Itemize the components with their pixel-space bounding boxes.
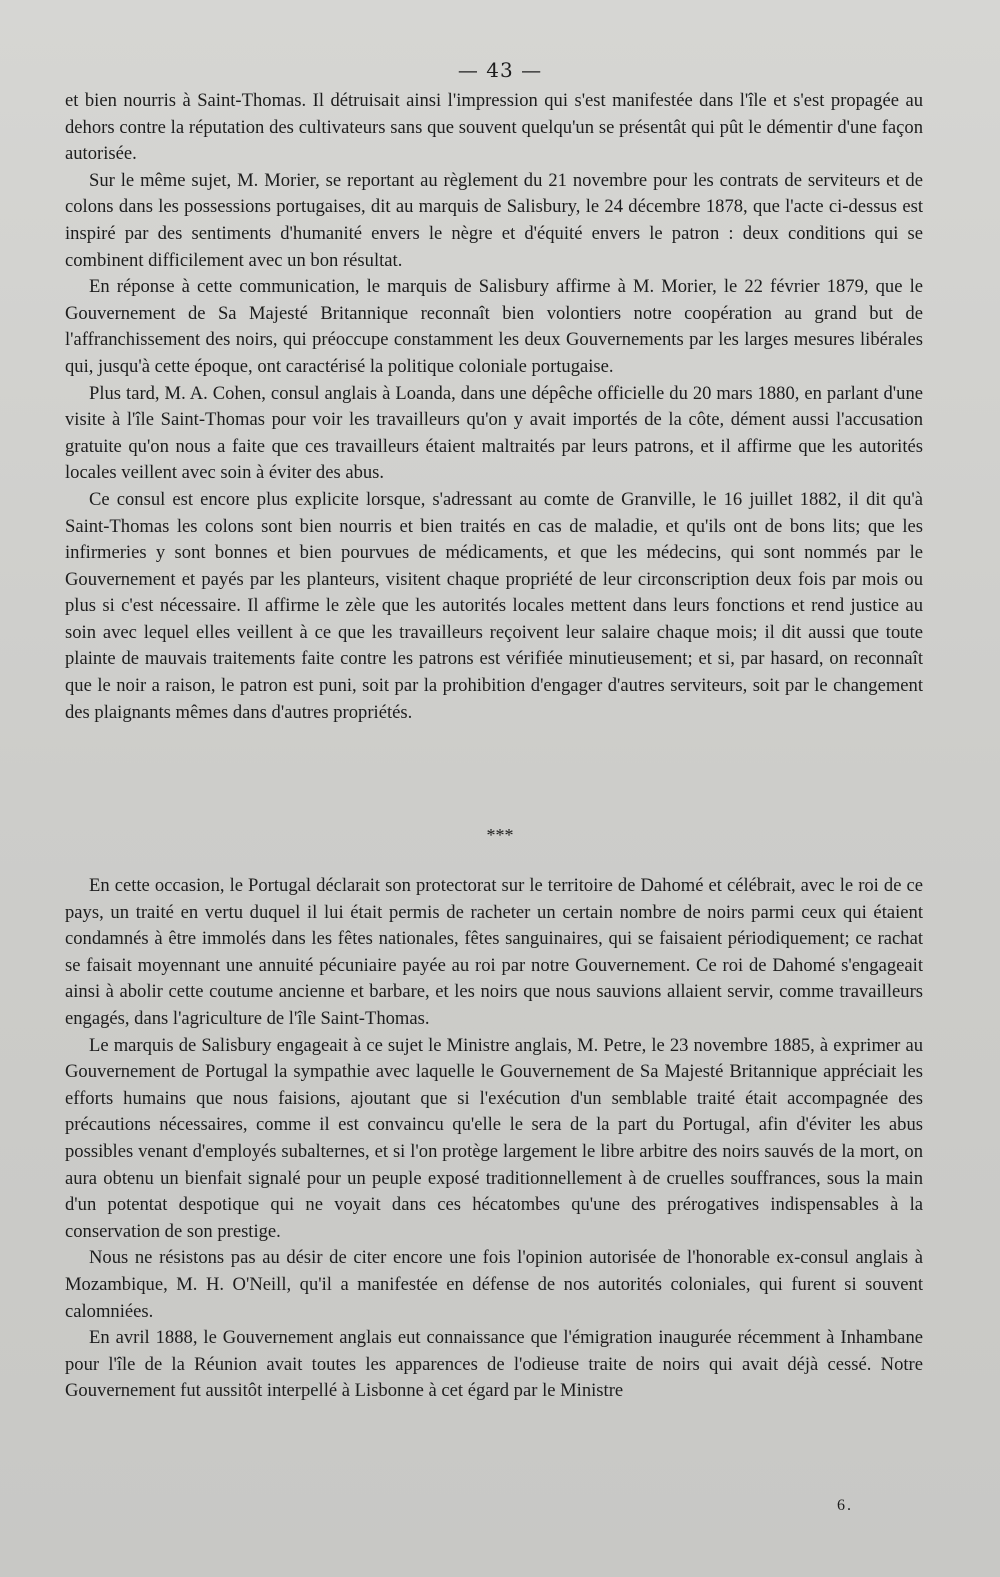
text-block-1 bbox=[65, 88, 923, 726]
paragraph: Plus tard, M. A. Cohen, consul anglais à Loanda, dans une dépêche officielle du 20 mars 1880, en parlant d'une visite à l'île Saint-Thomas pour voir les travailleurs qu'on y avait importés de la côte, dément aussi l'accusation gratuite qu'on nous a faite que ces travailleurs étaient maltraités par leurs patrons, et il affirme que les autorités locales veillent avec soin à éviter des abus. bbox=[65, 382, 923, 484]
paragraph: Ce consul est encore plus explicite lorsque, s'adressant au comte de Granville, le 16 juillet 1882, il dit qu'à Saint-Thomas les colons sont bien nourris et bien traités en cas de maladie, et qu'ils ont de bons lits; que les infirmeries y sont bonnes et bien pourvues de médicaments, et que les médecins, qui sont nommés par le Gouvernement et payés par les planteurs, visitent chaque propriété de leur circonscription deux fois par mois ou plus si c'est nécessaire. Il affirme le zèle que les autorités locales mettent dans leurs fonctions et rend justice au soin avec lequel elles veillent à ce que les travailleurs reçoivent leur salaire chaque mois; il dit aussi que toute plainte de mauvais traitements faite contre les patrons est vérifiée minutieusement; et si, par hasard, on reconnaît que le noir a raison, le patron est puni, soit par la prohibition d'engager d'autres serviteurs, soit par le changement des plaignants mêmes dans d'autres propriétés. bbox=[65, 488, 923, 723]
paragraph: Nous ne résistons pas au désir de citer encore une fois l'opinion autorisée de l'honorable ex-consul anglais à Mozambique, M. H. O'Neill, qu'il a manifestée en défense de nos autorités coloniales, qui furent si souvent calomniées. bbox=[65, 1247, 923, 1322]
paragraph: En avril 1888, le Gouvernement anglais eut connaissance que l'émigration inaugurée récemment à Inhambane pour l'île de la Réunion avait toutes les apparences de l'odieuse traite de noirs qui avait déjà cessé. Notre Gouvernement fut aussitôt interpellé à Lisbonne à cet égard par le Ministre bbox=[65, 1327, 923, 1402]
page-number: — 43 — bbox=[457, 58, 543, 82]
paragraph: Sur le même sujet, M. Morier, se reportant au règlement du 21 novembre pour les contrats de serviteurs et de colons dans les possessions portugaises, dit au marquis de Salisbury, le 24 décembre 1878, que l'acte ci-dessus est inspiré par des sentiments d'humanité envers le nègre et d'équité envers le patron : deux conditions qui se combinent difficilement avec un bon résultat. bbox=[65, 169, 923, 271]
paragraph: En réponse à cette communication, le marquis de Salisbury affirme à M. Morier, le 22 février 1879, que le Gouvernement de Sa Majesté Britannique reconnaît bien volontiers notre coopération au grand but de l'affranchissement des noirs, qui préoccupe constamment les deux Gouvernements par les larges mesures libérales qui, jusqu'à cette époque, ont caractérisé la politique coloniale portugaise. bbox=[65, 276, 923, 377]
section-separator: *** bbox=[486, 825, 514, 845]
text-block-2 bbox=[65, 873, 923, 1405]
paragraph: et bien nourris à Saint-Thomas. Il détruisait ainsi l'impression qui s'est manifestée dans l'île et s'est propagée au dehors contre la réputation des cultivateurs sans que souvent quelqu'un se présentât qui pût le démentir d'une façon autorisée. bbox=[65, 90, 923, 165]
signature-mark: 6. bbox=[837, 1497, 853, 1514]
paragraph: En cette occasion, le Portugal déclarait son protectorat sur le territoire de Dahomé et célébrait, avec le roi de ce pays, un traité en vertu duquel il lui était permis de racheter un certain nombre de noirs parmi ceux qui étaient condamnés à être immolés dans les fêtes nationales, fêtes sanguinaires, qui se faisaient périodiquement; ce rachat se faisait moyennant une annuité pécuniaire payée au roi par notre Gouvernement. Ce roi de Dahomé s'engageait ainsi à abolir cette coutume ancienne et barbare, et les noirs que nous sauvions allaient servir, comme travailleurs engagés, dans l'agriculture de l'île Saint-Thomas. bbox=[65, 875, 923, 1029]
paragraph: Le marquis de Salisbury engageait à ce sujet le Ministre anglais, M. Petre, le 23 novembre 1885, à exprimer au Gouvernement de Portugal la sympathie avec laquelle le Gouvernement de Sa Majesté Britannique appréciait les efforts humains que nous faisions, ajoutant que si l'exécution d'un semblable traité était accompagnée des précautions nécessaires, comme il est convaincu qu'elle le sera de la part du Portugal, afin d'éviter les abus possibles venant d'employés subalternes, et si l'on protège largement le libre arbitre des noirs sauvés de la mort, on aura obtenu un bienfait signalé pour un peuple exposé traditionnellement à de cruelles souffrances, sous la main d'un potentat despotique qui ne voyait dans ces hécatombes qu'une des prérogatives indispensables à la conservation de son prestige. bbox=[65, 1034, 923, 1242]
